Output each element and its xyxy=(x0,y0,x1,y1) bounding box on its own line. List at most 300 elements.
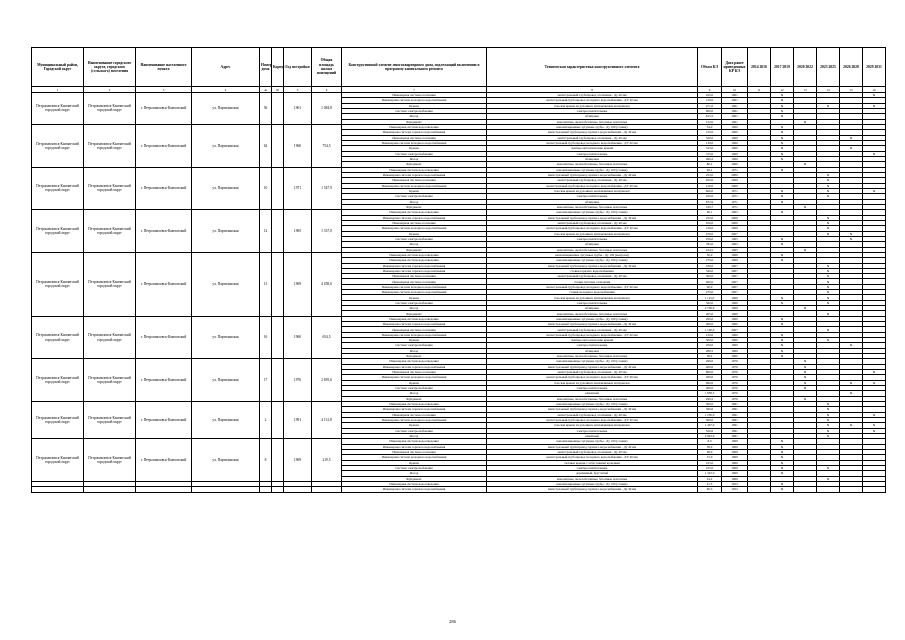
volume-cell: 15,0 xyxy=(698,455,722,460)
prior-repair-cell: 1960 xyxy=(722,343,748,348)
house-cell: 17 xyxy=(260,359,272,402)
element-cell: Система электроснабжения xyxy=(342,428,487,433)
element-cell: Система электроснабжения xyxy=(342,108,487,113)
period-mark-cell: X xyxy=(817,231,840,236)
locality-cell: г. Петропавловск-Камчатский xyxy=(136,124,192,167)
prior-repair-cell: 1960 xyxy=(722,354,748,359)
volume-cell: 290,0 xyxy=(698,359,722,364)
period-mark-cell: X xyxy=(840,146,863,151)
period-mark-cell: X xyxy=(794,359,817,364)
volume-cell: 270,0 xyxy=(698,290,722,295)
characteristic-cell: облицовка xyxy=(487,306,698,311)
characteristic-cell: электроосветительные xyxy=(487,300,698,305)
characteristic-cell: монолитные, железобетонные, бетонные ленточные xyxy=(487,247,698,252)
period-mark-cell: X xyxy=(771,93,794,98)
column-header: Техническая характеристика конструктивного элемента xyxy=(487,48,698,87)
area-cell: 4 458,6 xyxy=(312,252,342,316)
column-header: Муниципальный район, Городской округ xyxy=(32,48,84,87)
volume-cell: 96,1 xyxy=(698,210,722,215)
period-mark-cell: X xyxy=(771,114,794,119)
volume-cell: 300,0 xyxy=(698,402,722,407)
volume-cell: 96,3 xyxy=(698,487,722,492)
prior-repair-cell: 1960 xyxy=(722,130,748,135)
element-cell: Инженерная система водоотведения xyxy=(342,258,487,263)
prior-repair-cell: 2007 xyxy=(722,263,748,268)
volume-cell: 130,0 xyxy=(698,140,722,145)
street-cell: ул. Партизанская xyxy=(192,402,260,439)
column-header: Наименование городского округа, городского (сельского) поселения xyxy=(84,48,136,87)
prior-repair-cell: 2007 xyxy=(722,284,748,289)
district-cell: Петропавловск-Камчатский городской округ xyxy=(32,93,84,125)
prior-repair-cell: 1991 xyxy=(722,418,748,423)
characteristic-cell: магистральный трубопровод горячего водоснабжения - Ду 40 мм xyxy=(487,444,698,449)
column-number: 13 xyxy=(794,87,817,93)
element-cell: Инженерная система холодного водоснабжения xyxy=(342,183,487,188)
element-cell: Инженерная система отопления xyxy=(342,135,487,140)
element-cell: Инженерная система горячего водоснабжения xyxy=(342,407,487,412)
settlement-cell: Петропавловск-Камчатский городской округ xyxy=(84,124,136,167)
characteristic-cell: магистральный трубопровод холодного водоснабжения - ДУ 40 мм xyxy=(487,140,698,145)
characteristic-cell: магистральный трубопровод холодного водоснабжения - ДУ 40 мм xyxy=(487,98,698,103)
element-cell: Фасад xyxy=(342,434,487,439)
element-cell: Крыша xyxy=(342,188,487,193)
prior-repair-cell: 1960 xyxy=(722,140,748,145)
period-mark-cell: X xyxy=(817,295,840,300)
prior-repair-cell: 2009 xyxy=(722,226,748,231)
column-number: 10 xyxy=(722,87,748,93)
element-cell: Фасад xyxy=(342,114,487,119)
street-cell: ул. Партизанская xyxy=(192,439,260,482)
prior-repair-cell: 1965 xyxy=(722,210,748,215)
element-cell: Инженерная система отопления xyxy=(342,178,487,183)
element-cell: Инженерная система холодного водоснабжения xyxy=(342,98,487,103)
volume-cell: 500,0 xyxy=(698,338,722,343)
characteristic-cell: магистральный трубопровод горячего водоснабжения - Ду 40 мм xyxy=(487,172,698,177)
characteristic-cell: монолитные, железобетонные, бетонные ленточные xyxy=(487,204,698,209)
year-cell: 1976 xyxy=(284,359,312,402)
characteristic-cell: плоская крыша из рулонных наплавляемых материалов xyxy=(487,103,698,108)
period-mark-cell: X xyxy=(817,402,840,407)
characteristic-cell: облицовка xyxy=(487,156,698,161)
characteristic-cell: монолитные, железобетонные, бетонные ленточные xyxy=(487,162,698,167)
period-mark-cell: X xyxy=(771,343,794,348)
element-cell: Инженерная система холодного водоснабжения xyxy=(342,290,487,295)
period-mark-cell: X xyxy=(863,423,886,428)
prior-repair-cell: 1961 xyxy=(722,98,748,103)
locality-cell: г. Петропавловск-Камчатский xyxy=(136,402,192,439)
characteristic-cell: скатные крыши с асбестовыми кровлями xyxy=(487,460,698,465)
period-mark-cell: X xyxy=(863,93,886,98)
volume-cell: 560,0 xyxy=(698,300,722,305)
prior-repair-cell: 1976 xyxy=(722,375,748,380)
characteristic-cell: канализационные чугунные трубы - Ду 100 (стояки) xyxy=(487,167,698,172)
element-cell: Инженерная система холодного водоснабжения xyxy=(342,418,487,423)
characteristic-cell: магистральный трубопровод холодного водоснабжения - ДУ 40 мм xyxy=(487,284,698,289)
volume-cell: 400,0 xyxy=(698,386,722,391)
period-mark-cell: X xyxy=(817,183,840,188)
prior-repair-cell: 1969 xyxy=(722,258,748,263)
period-mark-cell: X xyxy=(771,460,794,465)
prior-repair-cell: 1960 xyxy=(722,322,748,327)
period-mark-cell: X xyxy=(771,354,794,359)
element-cell: Инженерная система отопления xyxy=(342,279,487,284)
characteristic-cell: плоская крыша из рулонных наплавляемых материалов xyxy=(487,231,698,236)
period-mark-cell: X xyxy=(771,449,794,454)
period-mark-cell: X xyxy=(817,172,840,177)
period-mark-cell: X xyxy=(771,194,794,199)
period-mark-cell: X xyxy=(771,322,794,327)
volume-cell: 450,0 xyxy=(698,93,722,98)
settlement-cell: Петропавловск-Камчатский городской округ xyxy=(84,93,136,125)
period-mark-cell: X xyxy=(771,151,794,156)
characteristic-cell: магистральный трубопровод отопления - Ду 40 мм xyxy=(487,449,698,454)
column-number: 3 xyxy=(136,87,192,93)
element-cell: Фасад xyxy=(342,242,487,247)
element-cell: Система электроснабжения xyxy=(342,194,487,199)
district-cell: Петропавловск-Камчатский городской округ xyxy=(32,167,84,210)
period-mark-cell: X xyxy=(840,236,863,241)
element-cell: Крыша xyxy=(342,338,487,343)
period-mark-cell: X xyxy=(794,396,817,401)
district-cell: Петропавловск-Камчатский городской округ xyxy=(32,124,84,167)
period-mark-cell: X xyxy=(817,215,840,220)
year-cell: 1969 xyxy=(284,439,312,482)
year-cell: 1969 xyxy=(284,252,312,316)
period-mark-cell: X xyxy=(771,338,794,343)
prior-repair-cell: 2007 xyxy=(722,268,748,273)
prior-repair-cell: 1961 xyxy=(722,93,748,98)
period-mark-cell: X xyxy=(794,375,817,380)
locality-cell: г. Петропавловск-Камчатский xyxy=(136,316,192,359)
settlement-cell: Петропавловск-Камчатский городской округ xyxy=(84,252,136,316)
prior-repair-cell: 1976 xyxy=(722,370,748,375)
period-mark-cell: X xyxy=(771,210,794,215)
characteristic-cell: электроосветительные xyxy=(487,236,698,241)
volume-cell: 872,9 xyxy=(698,199,722,204)
characteristic-cell: каменный xyxy=(487,434,698,439)
volume-cell: 815,5 xyxy=(698,114,722,119)
element-cell: Фундамент xyxy=(342,476,487,481)
volume-cell: 900,0 xyxy=(698,108,722,113)
column-number: 8 xyxy=(487,87,698,93)
element-cell: Инженерная система горячего водоснабжения xyxy=(342,268,487,273)
characteristic-cell: магистральный трубопровод горячего водоснабжения - Ду 40 мм xyxy=(487,215,698,220)
house-cell: 12 xyxy=(260,210,272,253)
characteristic-cell: монолитные, железобетонные, бетонные ленточные xyxy=(487,396,698,401)
prior-repair-cell: 1969 xyxy=(722,460,748,465)
element-cell: Инженерная система водоотведения xyxy=(342,481,487,486)
prior-repair-cell: 2007 xyxy=(722,231,748,236)
element-cell: Фундамент xyxy=(342,162,487,167)
empty-cell xyxy=(32,487,84,492)
prior-repair-cell: 1969 xyxy=(722,476,748,481)
volume-cell: 360,0 xyxy=(698,407,722,412)
characteristic-cell: магистральный трубопровод отопления - Ду 40 мм xyxy=(487,327,698,332)
volume-cell: 150,0 xyxy=(698,332,722,337)
characteristic-cell: электроосветительные xyxy=(487,194,698,199)
period-mark-cell: X xyxy=(771,199,794,204)
characteristic-cell: облицовка xyxy=(487,242,698,247)
corpus-cell xyxy=(272,252,284,316)
prior-repair-cell: 1976 xyxy=(722,386,748,391)
prior-repair-cell: 1961 xyxy=(722,114,748,119)
characteristic-cell: магистральный трубопровод горячего водоснабжения - Ду 40 мм xyxy=(487,263,698,268)
corpus-cell xyxy=(272,359,284,402)
prior-repair-cell: 1969 xyxy=(722,300,748,305)
period-mark-cell: X xyxy=(771,108,794,113)
prior-repair-cell: 1971 xyxy=(722,194,748,199)
volume-cell: 165,0 xyxy=(698,465,722,470)
period-mark-cell: X xyxy=(817,284,840,289)
district-cell: Петропавловск-Камчатский городской округ xyxy=(32,210,84,253)
period-mark-cell: X xyxy=(771,295,794,300)
prior-repair-cell: 2009 xyxy=(722,172,748,177)
period-mark-cell: X xyxy=(817,407,840,412)
characteristic-cell: канализационные чугунные трубы - Ду 100 (выпуски) xyxy=(487,252,698,257)
volume-cell: 540,0 xyxy=(698,268,722,273)
volume-cell: 68,0 xyxy=(698,449,722,454)
volume-cell: 180,0 xyxy=(698,263,722,268)
element-cell: Система электроснабжения xyxy=(342,236,487,241)
characteristic-cell: плоская крыша из рулонных наплавляемых материалов xyxy=(487,188,698,193)
empty-cell xyxy=(312,487,342,492)
period-mark-cell: X xyxy=(794,364,817,369)
corpus-cell xyxy=(272,316,284,359)
street-cell: ул. Партизанская xyxy=(192,210,260,253)
street-cell: ул. Партизанская xyxy=(192,359,260,402)
house-cell: 56 xyxy=(260,93,272,125)
characteristic-cell: электроосветительные xyxy=(487,465,698,470)
period-mark-cell: X xyxy=(817,476,840,481)
element-cell: Инженерная система водоотведения xyxy=(342,124,487,129)
column-number: 11 xyxy=(748,87,771,93)
prior-repair-cell: 1991 xyxy=(722,412,748,417)
empty-cell xyxy=(284,487,312,492)
volume-cell: 256,0 xyxy=(698,236,722,241)
volume-cell: 315,0 xyxy=(698,151,722,156)
settlement-cell: Петропавловск-Камчатский городской округ xyxy=(84,359,136,402)
column-number: 9 xyxy=(698,87,722,93)
period-mark-cell: X xyxy=(771,167,794,172)
area-cell: 654,5 xyxy=(312,316,342,359)
characteristic-cell: канализационные чугунные трубы - Ду 100 (стояки) xyxy=(487,258,698,263)
period-mark-cell: X xyxy=(771,348,794,353)
volume-cell: 38,2 xyxy=(698,354,722,359)
settlement-cell: Петропавловск-Камчатский городской округ xyxy=(84,210,136,253)
prior-repair-cell: 1991 xyxy=(722,434,748,439)
period-mark-cell: X xyxy=(840,391,863,396)
prior-repair-cell: 1969 xyxy=(722,252,748,257)
characteristic-cell: деревянный, брусчатый xyxy=(487,471,698,476)
characteristic-cell: магистральный трубопровод отопления - Ду 40 мм xyxy=(487,93,698,98)
period-mark-cell: X xyxy=(771,252,794,257)
year-cell: 1960 xyxy=(284,124,312,167)
period-mark-cell: X xyxy=(771,135,794,140)
period-mark-cell: X xyxy=(840,135,863,140)
period-mark-cell: X xyxy=(771,471,794,476)
characteristic-cell: стояки системы отопления xyxy=(487,279,698,284)
prior-repair-cell: 1960 xyxy=(722,162,748,167)
volume-cell: 2 709,0 xyxy=(698,306,722,311)
empty-cell xyxy=(84,487,136,492)
period-mark-cell: X xyxy=(817,311,840,316)
prior-repair-cell: 1976 xyxy=(722,391,748,396)
corpus-cell xyxy=(272,124,284,167)
characteristic-cell: электроосветительные xyxy=(487,428,698,433)
characteristic-cell: магистральный трубопровод горячего водоснабжения - Ду 40 мм xyxy=(487,487,698,492)
period-mark-cell: X xyxy=(817,194,840,199)
prior-repair-cell: 1952 xyxy=(722,481,748,486)
volume-cell: 120,0 xyxy=(698,98,722,103)
empty-cell xyxy=(260,487,272,492)
element-cell: Фасад xyxy=(342,156,487,161)
volume-cell: 96,1 xyxy=(698,167,722,172)
volume-cell: 360,0 xyxy=(698,274,722,279)
period-mark-cell: X xyxy=(817,423,840,428)
prior-repair-cell: 1965 xyxy=(722,236,748,241)
prior-repair-cell: 1969 xyxy=(722,465,748,470)
period-mark-cell: X xyxy=(817,434,840,439)
element-cell: Инженерная система холодного водоснабжения xyxy=(342,455,487,460)
period-mark-cell: X xyxy=(817,178,840,183)
period-mark-cell: X xyxy=(817,465,840,470)
characteristic-cell: стояки холодного водоснабжения xyxy=(487,290,698,295)
element-cell: Инженерная система водоотведения xyxy=(342,210,487,215)
district-cell: Петропавловск-Камчатский городской округ xyxy=(32,252,84,316)
characteristic-cell: монолитные, железобетонные, бетонные ленточные xyxy=(487,119,698,124)
capital-repair-table xyxy=(31,47,886,493)
period-mark-cell: X xyxy=(771,332,794,337)
element-cell: Система электроснабжения xyxy=(342,386,487,391)
period-mark-cell: X xyxy=(771,455,794,460)
element-cell: Фасад xyxy=(342,199,487,204)
element-cell: Инженерная система горячего водоснабжения xyxy=(342,215,487,220)
element-cell: Крыша xyxy=(342,103,487,108)
element-cell: Фундамент xyxy=(342,396,487,401)
volume-cell: 523,0 xyxy=(698,146,722,151)
period-mark-cell: X xyxy=(771,316,794,321)
prior-repair-cell: 1960 xyxy=(722,156,748,161)
characteristic-cell: электроосветительные xyxy=(487,151,698,156)
volume-cell: 320,0 xyxy=(698,135,722,140)
period-mark-cell: X xyxy=(817,428,840,433)
district-cell: Петропавловск-Камчатский городской округ xyxy=(32,439,84,482)
prior-repair-cell: 1976 xyxy=(722,364,748,369)
prior-repair-cell: 1969 xyxy=(722,311,748,316)
volume-cell: 471,0 xyxy=(698,103,722,108)
characteristic-cell: плоская крыша из рулонных наплавляемых материалов xyxy=(487,380,698,385)
prior-repair-cell: 1952 xyxy=(722,487,748,492)
characteristic-cell: магистральный трубопровод холодного водоснабжения - ДУ 40 мм xyxy=(487,375,698,380)
period-mark-cell: X xyxy=(863,103,886,108)
prior-repair-cell: 1960 xyxy=(722,316,748,321)
characteristic-cell: магистральный трубопровод отопления - Ду 40 мм xyxy=(487,220,698,225)
volume-cell: 34,0 xyxy=(698,124,722,129)
period-mark-cell: X xyxy=(771,146,794,151)
characteristic-cell: магистральный трубопровод холодного водоснабжения - ДУ 40 мм xyxy=(487,226,698,231)
period-mark-cell: X xyxy=(771,481,794,486)
characteristic-cell: канализационные чугунные трубы - Ду 100 (стояки) xyxy=(487,481,698,486)
district-cell: Петропавловск-Камчатский городской округ xyxy=(32,316,84,359)
prior-repair-cell: 1969 xyxy=(722,439,748,444)
column-number: 5 xyxy=(284,87,312,93)
characteristic-cell: облицовка xyxy=(487,114,698,119)
characteristic-cell: магистральный трубопровод отопления - Ду 40 мм xyxy=(487,135,698,140)
element-cell: Крыша xyxy=(342,146,487,151)
element-cell: Инженерная система горячего водоснабжения xyxy=(342,487,487,492)
empty-cell xyxy=(192,487,260,492)
volume-cell: 252,0 xyxy=(698,172,722,177)
element-cell: Фундамент xyxy=(342,247,487,252)
element-cell: Инженерная система холодного водоснабжения xyxy=(342,140,487,145)
volume-cell: 260,0 xyxy=(698,375,722,380)
period-mark-cell: X xyxy=(817,226,840,231)
corpus-cell xyxy=(272,93,284,125)
volume-cell: 660,0 xyxy=(698,188,722,193)
characteristic-cell: магистральный трубопровод горячего водоснабжения - Ду 40 мм xyxy=(487,407,698,412)
characteristic-cell: канализационные чугунные трубы - Ду 100 (стояки) xyxy=(487,359,698,364)
locality-cell: г. Петропавловск-Камчатский xyxy=(136,93,192,125)
settlement-cell: Петропавловск-Камчатский городской округ xyxy=(84,167,136,210)
volume-cell: 250,0 xyxy=(698,343,722,348)
element-cell: Инженерная система отопления xyxy=(342,327,487,332)
volume-cell: 276,0 xyxy=(698,258,722,263)
period-mark-cell: X xyxy=(817,279,840,284)
locality-cell: г. Петропавловск-Камчатский xyxy=(136,359,192,402)
characteristic-cell: скатные металлические крыши xyxy=(487,338,698,343)
volume-cell: 290,0 xyxy=(698,316,722,321)
characteristic-cell: каменный xyxy=(487,391,698,396)
prior-repair-cell: 1991 xyxy=(722,407,748,412)
period-mark-cell: X xyxy=(771,300,794,305)
element-cell: Инженерная система отопления xyxy=(342,93,487,98)
prior-repair-cell: 2007 xyxy=(722,274,748,279)
period-mark-cell: X xyxy=(840,343,863,348)
column-number: 1 xyxy=(32,87,84,93)
column-number: 14 xyxy=(817,87,840,93)
element-cell: Система электроснабжения xyxy=(342,300,487,305)
volume-cell: 2 842,6 xyxy=(698,434,722,439)
corpus-cell xyxy=(272,210,284,253)
corpus-cell xyxy=(272,402,284,439)
characteristic-cell: магистральный трубопровод отопления - Ду 40 мм xyxy=(487,370,698,375)
characteristic-cell: монолитные, железобетонные, бетонные ленточные xyxy=(487,311,698,316)
characteristic-cell: электроосветительные xyxy=(487,386,698,391)
area-cell: 4 131,8 xyxy=(312,402,342,439)
volume-cell: 86,2 xyxy=(698,162,722,167)
volume-cell: 256,0 xyxy=(698,194,722,199)
prior-repair-cell: 1969 xyxy=(722,471,748,476)
period-mark-cell: X xyxy=(771,439,794,444)
period-mark-cell: X xyxy=(771,487,794,492)
column-number: 4а xyxy=(260,87,272,93)
prior-repair-cell: 1961 xyxy=(722,108,748,113)
period-mark-cell: X xyxy=(771,124,794,129)
prior-repair-cell: 1960 xyxy=(722,348,748,353)
characteristic-cell: магистральный трубопровод отопления - Ду 40 мм xyxy=(487,178,698,183)
element-cell: Фундамент xyxy=(342,119,487,124)
volume-cell: 90,0 xyxy=(698,284,722,289)
settlement-cell: Петропавловск-Камчатский городской округ xyxy=(84,402,136,439)
period-mark-cell: X xyxy=(840,231,863,236)
street-cell: ул. Партизанская xyxy=(192,124,260,167)
element-cell: Инженерная система горячего водоснабжения xyxy=(342,322,487,327)
prior-repair-cell: 1971 xyxy=(722,199,748,204)
house-cell: 13 xyxy=(260,252,272,316)
year-cell: 1960 xyxy=(284,316,312,359)
locality-cell: г. Петропавловск-Камчатский xyxy=(136,439,192,482)
characteristic-cell: плоская крыша из рулонных наплавляемых материалов xyxy=(487,295,698,300)
